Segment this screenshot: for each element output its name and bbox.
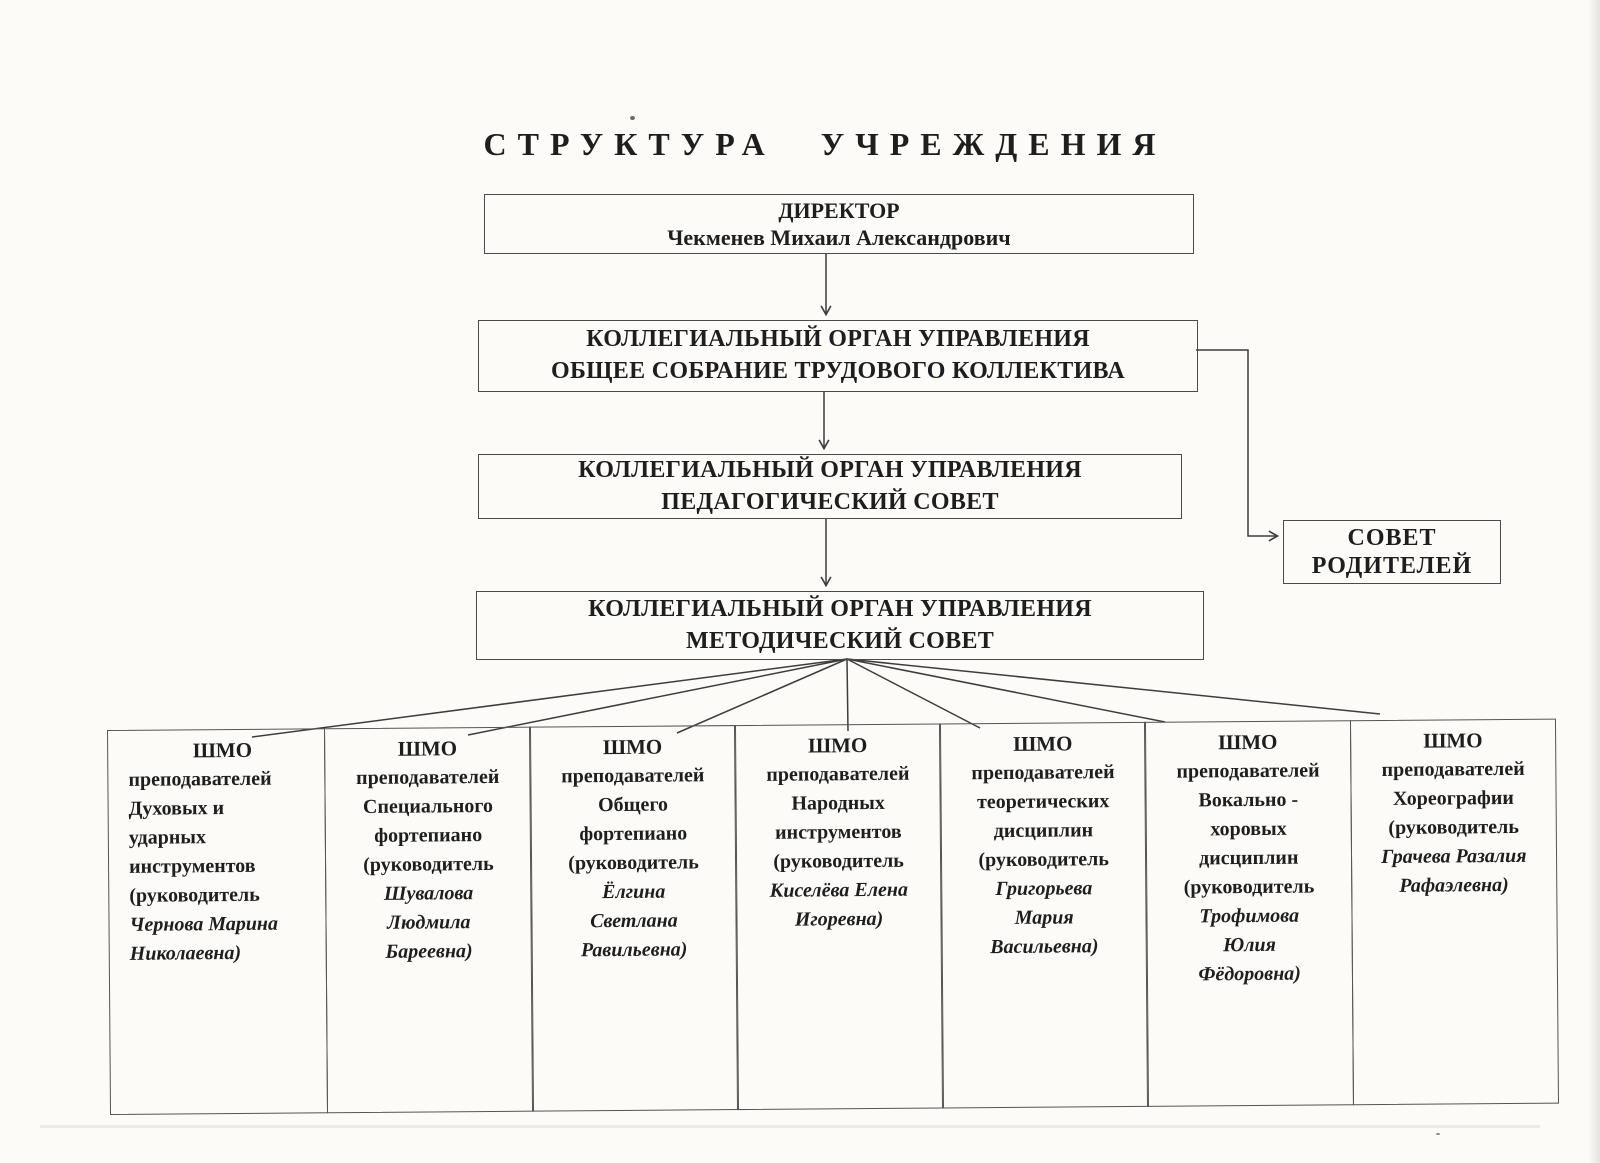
shmo-title: ШМО [602,734,663,760]
pedagogical-line2: ПЕДАГОГИЧЕСКИЙ СОВЕТ [661,488,999,515]
shmo-leader-name: Григорьева Мария Васильевна) [990,877,1099,959]
shmo-body: преподавателей Общего фортепиано (руководитель [561,764,705,875]
shmo-title: ШМО [1423,728,1483,753]
collegial-body-general-assembly-box [478,320,1198,392]
shmo-leader-name: Чернова Марина Николаевна) [129,913,279,966]
shmo-box-winds-percussion [107,728,329,1115]
assembly-line2: ОБЩЕЕ СОБРАНИЕ ТРУДОВОГО КОЛЛЕКТИВА [551,358,1125,384]
shmo-title: ШМО [1013,731,1073,756]
shmo-title: ШМО [1218,729,1278,755]
shmo-leader-name: Шувалова Людмила Бареевна) [383,882,474,964]
methodical-line1: КОЛЛЕГИАЛЬНЫЙ ОРГАН УПРАВЛЕНИЯ [588,595,1092,622]
shmo-title: ШМО [807,733,868,758]
shmo-body: преподавателей Хореографии (руководитель [1381,758,1525,840]
shmo-box-choreography [1350,719,1560,1106]
shmo-body: преподавателей Народных инструментов (руководитель [766,763,910,874]
scan-speck [1436,1133,1440,1135]
shmo-title: ШМО [397,736,458,761]
shmo-body: преподавателей Вокально - хоровых дисциплин (руководитель [1176,759,1320,899]
shmo-body: преподавателей Специального фортепиано (руководитель [356,766,500,877]
scan-streak [40,1125,1540,1128]
shmo-box-folk-instruments [734,723,944,1110]
shmo-leader-name: Грачева Разалия Рафаэлевна) [1381,845,1527,898]
parents-council-box [1283,520,1501,584]
shmo-box-vocal-choral [1144,720,1354,1107]
director-role: ДИРЕКТОР [778,197,900,223]
parents-line2: РОДИТЕЛЕЙ [1311,553,1473,579]
pedagogical-line1: КОЛЛЕГИАЛЬНЫЙ ОРГАН УПРАВЛЕНИЯ [578,457,1082,484]
director-name: Чекменев Михаил Александрович [667,225,1011,250]
shmo-leader-name: Трофимова Юлия Фёдоровна) [1198,905,1301,986]
shmo-leader-name: Ёлгина Светлана Равильевна) [580,881,688,962]
parents-line1: СОВЕТ [1347,524,1437,551]
shmo-box-general-piano [529,725,739,1112]
shmo-box-theory-disciplines [939,722,1149,1109]
shmo-body: преподавателей теоретических дисциплин (руководитель [971,761,1115,872]
shmo-leader-name: Киселёва Елена Игоревна) [769,879,908,932]
scan-edge-shadow [1588,0,1600,1163]
collegial-body-methodical-council-box [476,591,1204,660]
shmo-box-special-piano [324,727,534,1114]
shmo-row [107,719,1559,1115]
collegial-body-pedagogical-council-box [478,454,1182,519]
assembly-line1: КОЛЛЕГИАЛЬНЫЙ ОРГАН УПРАВЛЕНИЯ [586,326,1090,353]
director-box [484,194,1194,254]
shmo-title: ШМО [192,737,253,763]
scan-speck [630,116,635,120]
page-title: СТРУКТУРА УЧРЕЖДЕНИЯ [483,126,1167,162]
shmo-body: преподавателей Духовых и ударных инструментов (руководитель [128,768,272,908]
methodical-line2: МЕТОДИЧЕСКИЙ СОВЕТ [685,627,995,654]
